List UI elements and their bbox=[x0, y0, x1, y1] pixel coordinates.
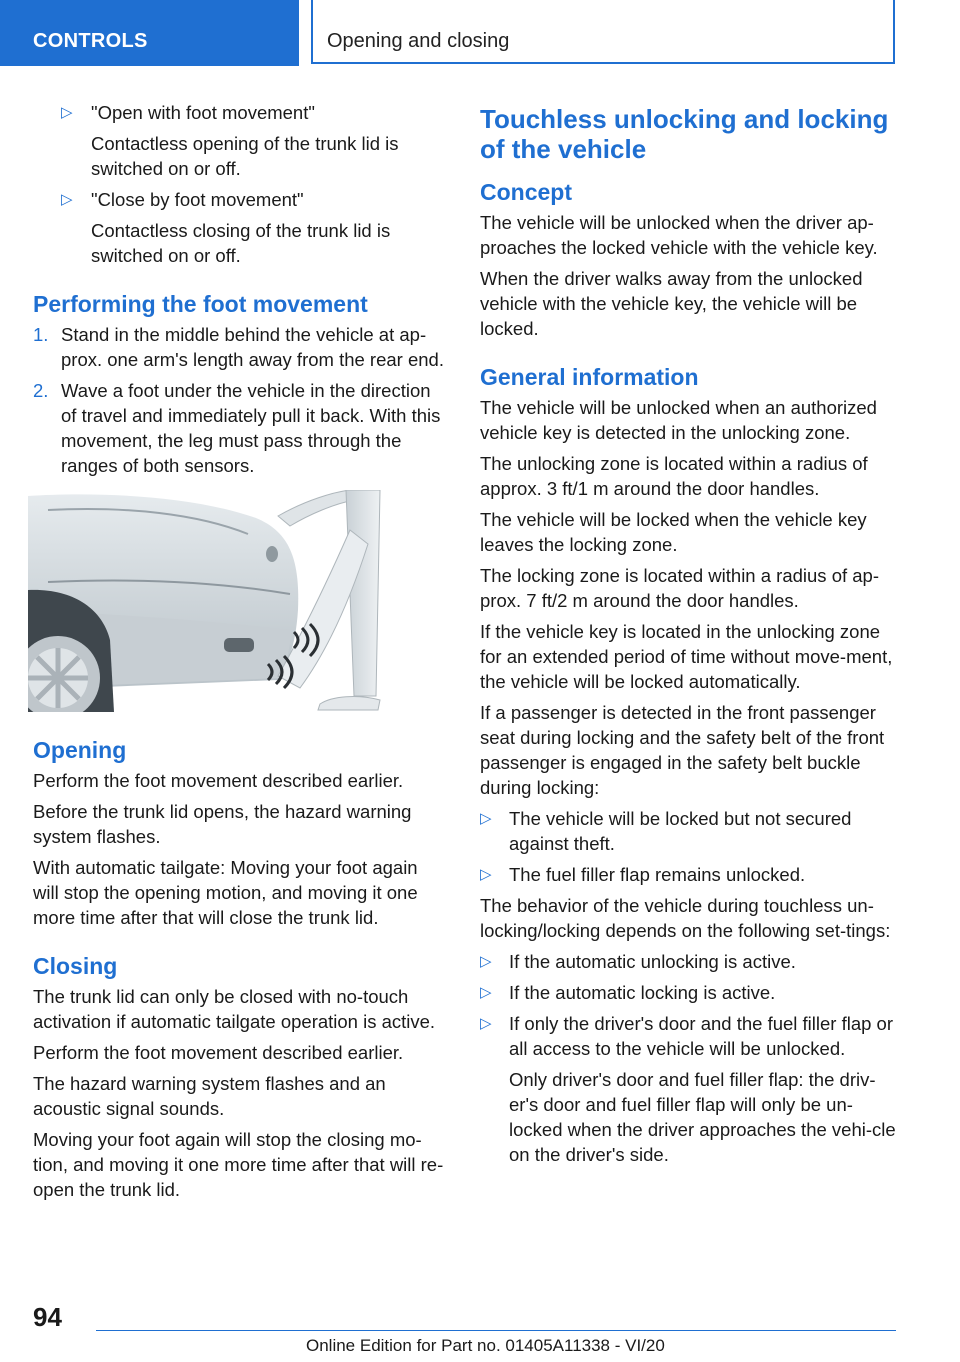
paragraph: When the driver walks away from the unlocked vehicle with the vehicle key, the vehicle will be locked. bbox=[480, 268, 863, 339]
section-heading-foot-movement: Performing the foot movement bbox=[33, 291, 368, 317]
section-heading-concept: Concept bbox=[480, 179, 572, 205]
step-number: 2. bbox=[33, 380, 49, 401]
right-column bbox=[480, 100, 896, 1173]
list-item bbox=[480, 862, 896, 887]
paragraph: The hazard warning system flashes and an acoustic signal sounds. bbox=[33, 1073, 386, 1119]
list-item bbox=[33, 187, 445, 212]
paragraph: The vehicle will be unlocked when an authorized vehicle key is detected in the unlocking zone. bbox=[480, 397, 877, 443]
foot-movement-illustration bbox=[28, 490, 384, 712]
list-item bbox=[480, 949, 896, 974]
left-column bbox=[33, 100, 445, 1208]
triangle-bullet-icon: ▷ bbox=[480, 810, 492, 827]
bullet-text: If only the driver's door and the fuel filler flap or all access to the vehicle will be unlocked. bbox=[509, 1013, 894, 1059]
triangle-bullet-icon: ▷ bbox=[61, 191, 73, 208]
triangle-bullet-icon: ▷ bbox=[480, 953, 492, 970]
triangle-bullet-icon: ▷ bbox=[480, 984, 492, 1001]
step-number: 1. bbox=[33, 324, 49, 345]
paragraph: Perform the foot movement described earlier. bbox=[33, 770, 404, 791]
main-heading: Touchless unlocking and locking of the vehicle bbox=[480, 104, 889, 164]
paragraph: If a passenger is detected in the front passenger seat during locking and the safety belt of the front passenger is engaged in the safety belt buckle during locking: bbox=[480, 702, 885, 798]
footer-edition: Online Edition for Part no. 01405A11338 - VI/20 bbox=[306, 1336, 665, 1355]
paragraph: The behavior of the vehicle during touchless un-locking/locking depends on the following set-tings: bbox=[480, 895, 891, 941]
bullet-text: Contactless opening of the trunk lid is switched on or off. bbox=[91, 133, 399, 179]
bullet-text: If the automatic unlocking is active. bbox=[509, 951, 796, 972]
paragraph: Moving your foot again will stop the closing mo-tion, and moving it one more time after that will re-open the trunk lid. bbox=[33, 1129, 444, 1200]
section-heading-closing: Closing bbox=[33, 953, 118, 979]
triangle-bullet-icon: ▷ bbox=[61, 104, 73, 121]
paragraph: With automatic tailgate: Moving your foot again will stop the opening motion, and moving it one more time after that will close the trunk lid. bbox=[33, 857, 418, 928]
bullet-title: "Close by foot movement" bbox=[91, 189, 304, 210]
chapter-title: Opening and closing bbox=[311, 0, 895, 64]
section-heading-opening: Opening bbox=[33, 737, 127, 763]
list-item bbox=[480, 1011, 896, 1061]
list-item bbox=[33, 322, 445, 372]
list-item bbox=[480, 980, 896, 1005]
step-text: Wave a foot under the vehicle in the direction of travel and immediately pull it back. With this movement, the leg must pass through the ranges of both sensors. bbox=[61, 380, 441, 476]
paragraph: The vehicle will be unlocked when the driver ap-proaches the locked vehicle with the vehicle key. bbox=[480, 212, 878, 258]
list-item bbox=[33, 378, 445, 478]
paragraph: The trunk lid can only be closed with no-touch activation if automatic tailgate operation is active. bbox=[33, 986, 436, 1032]
paragraph: The locking zone is located within a radius of ap-prox. 7 ft/2 m around the door handles. bbox=[480, 565, 879, 611]
paragraph: The unlocking zone is located within a radius of approx. 3 ft/1 m around the door handles. bbox=[480, 453, 868, 499]
paragraph: The vehicle will be locked when the vehicle key leaves the locking zone. bbox=[480, 509, 867, 555]
bullet-text: The fuel filler flap remains unlocked. bbox=[509, 864, 806, 885]
triangle-bullet-icon: ▷ bbox=[480, 866, 492, 883]
bullet-text: The vehicle will be locked but not secured against theft. bbox=[509, 808, 852, 854]
paragraph: Perform the foot movement described earlier. bbox=[33, 1042, 404, 1063]
page-number: 94 bbox=[33, 1302, 62, 1332]
list-item bbox=[33, 100, 445, 125]
list-item bbox=[480, 806, 896, 856]
step-text: Stand in the middle behind the vehicle at ap-prox. one arm's length away from the rear end. bbox=[61, 324, 444, 370]
paragraph: If the vehicle key is located in the unlocking zone for an extended period of time without move-ment, the vehicle will be locked automatically. bbox=[480, 621, 893, 692]
paragraph: Before the trunk lid opens, the hazard warning system flashes. bbox=[33, 801, 412, 847]
section-heading-general: General information bbox=[480, 364, 699, 390]
bullet-subtext: Only driver's door and fuel filler flap: the driv-er's door and fuel filler flap will only be un-locked when the driver approaches the vehi-cle on the driver's side. bbox=[509, 1069, 896, 1165]
bullet-text: Contactless closing of the trunk lid is switched on or off. bbox=[91, 220, 391, 266]
page-header bbox=[0, 0, 960, 66]
bullet-title: "Open with foot movement" bbox=[91, 102, 315, 123]
triangle-bullet-icon: ▷ bbox=[480, 1015, 492, 1032]
bullet-text: If the automatic locking is active. bbox=[509, 982, 776, 1003]
section-tab: CONTROLS bbox=[0, 0, 299, 66]
footer-divider bbox=[96, 1330, 896, 1331]
